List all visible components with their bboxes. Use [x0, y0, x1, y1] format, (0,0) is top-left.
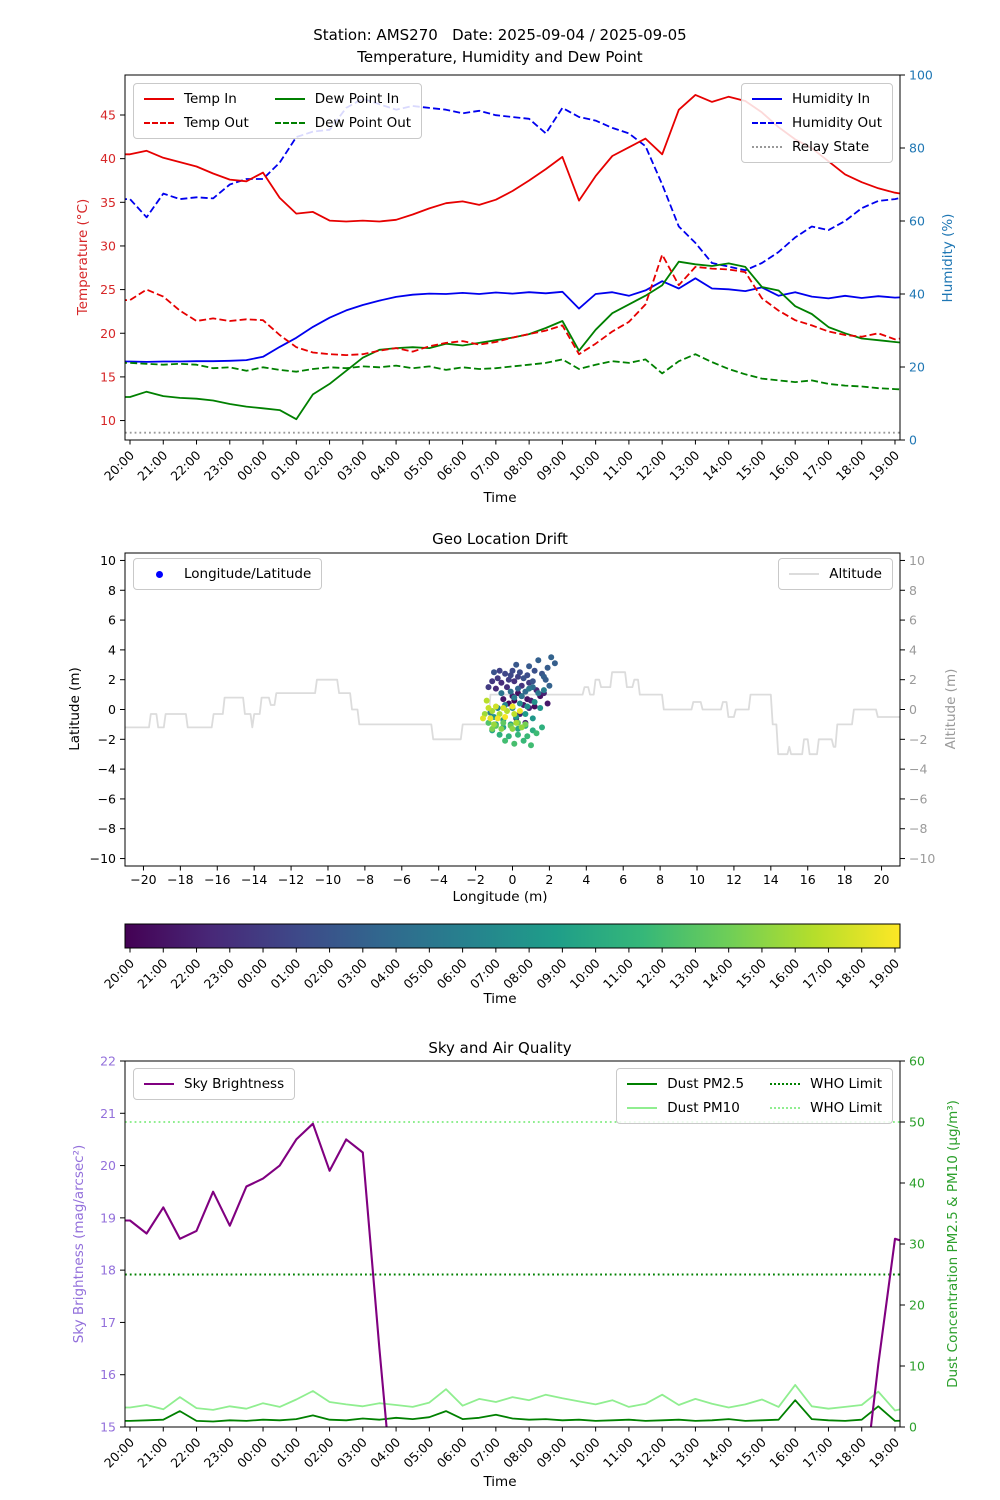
svg-text:30: 30 [100, 238, 116, 254]
svg-text:4: 4 [909, 642, 917, 658]
svg-text:12:00: 12:00 [633, 447, 670, 484]
svg-text:14:00: 14:00 [699, 955, 736, 992]
svg-text:100: 100 [909, 67, 933, 83]
svg-text:4: 4 [582, 872, 591, 887]
svg-text:07:00: 07:00 [466, 1434, 503, 1471]
legend-item-longitude-latitude [144, 564, 311, 584]
svg-text:−6: −6 [909, 791, 928, 807]
legend-label: Relay State [792, 139, 870, 155]
svg-text:6: 6 [619, 872, 628, 887]
svg-text:20:00: 20:00 [101, 955, 138, 992]
svg-text:−12: −12 [277, 872, 305, 887]
svg-text:04:00: 04:00 [367, 955, 404, 992]
legend-item-temp-out [144, 113, 249, 133]
svg-text:25: 25 [100, 282, 116, 298]
svg-text:13:00: 13:00 [666, 955, 703, 992]
legend-label: Dust PM10 [667, 1100, 740, 1116]
svg-text:05:00: 05:00 [400, 447, 437, 484]
svg-text:21:00: 21:00 [134, 447, 171, 484]
legend-label: Temp In [184, 91, 237, 107]
colorbar-label: Time [483, 991, 517, 1007]
legend-item-humidity-out [752, 113, 882, 133]
svg-text:23:00: 23:00 [200, 955, 237, 992]
legend-item-dew-point-in [275, 89, 411, 109]
svg-text:12: 12 [725, 872, 742, 887]
svg-text:16:00: 16:00 [766, 447, 803, 484]
svg-text:09:00: 09:00 [533, 955, 570, 992]
svg-text:−14: −14 [240, 872, 268, 887]
svg-text:00:00: 00:00 [234, 447, 271, 484]
scatter-dot-icon [144, 571, 174, 578]
svg-text:19: 19 [100, 1210, 116, 1226]
svg-text:35: 35 [100, 194, 116, 210]
legend-label: WHO Limit [810, 1076, 882, 1092]
svg-text:03:00: 03:00 [333, 1434, 370, 1471]
svg-text:6: 6 [108, 612, 116, 628]
chart2-ylabel-right: Altitude (m) [943, 668, 959, 750]
svg-text:05:00: 05:00 [400, 955, 437, 992]
svg-text:60: 60 [909, 213, 925, 229]
legend-label: Longitude/Latitude [184, 566, 312, 582]
legend-item-relay-state [752, 137, 882, 157]
svg-text:07:00: 07:00 [466, 447, 503, 484]
chart1-ylabel-right: Humidity (%) [940, 213, 956, 303]
svg-text:10:00: 10:00 [566, 955, 603, 992]
svg-text:0: 0 [508, 872, 517, 887]
legend-sky-brightness [133, 1068, 295, 1100]
chart1-ylabel-left: Temperature (°C) [75, 198, 91, 316]
svg-text:20:00: 20:00 [101, 1434, 138, 1471]
who-limit-dark-dotted-icon [770, 1083, 800, 1085]
chart1-title: Temperature, Humidity and Dew Point [357, 48, 643, 66]
svg-text:04:00: 04:00 [367, 447, 404, 484]
svg-text:20: 20 [909, 1297, 925, 1313]
chart1-xlabel: Time [483, 490, 517, 506]
svg-text:45: 45 [100, 107, 116, 123]
svg-text:16:00: 16:00 [766, 1434, 803, 1471]
legend-item-dew-point-out [275, 113, 411, 133]
svg-text:−8: −8 [97, 821, 116, 837]
svg-text:21:00: 21:00 [134, 955, 171, 992]
dew-point-in-line-icon [275, 98, 305, 100]
legend-label: Humidity In [792, 91, 871, 107]
svg-text:0: 0 [108, 702, 116, 717]
svg-text:11:00: 11:00 [599, 1434, 637, 1471]
sky-brightness-line-icon [144, 1083, 174, 1085]
svg-text:−4: −4 [429, 872, 448, 887]
svg-text:−20: −20 [130, 872, 157, 887]
svg-text:6: 6 [909, 612, 917, 628]
svg-text:−10: −10 [909, 851, 936, 867]
svg-text:19:00: 19:00 [866, 955, 903, 992]
svg-text:−2: −2 [97, 731, 116, 747]
svg-text:−18: −18 [167, 872, 194, 887]
dust-pm10-line-icon [627, 1107, 657, 1109]
svg-text:12:00: 12:00 [633, 955, 670, 992]
svg-text:02:00: 02:00 [300, 955, 337, 992]
svg-text:20: 20 [100, 1158, 116, 1174]
svg-text:08:00: 08:00 [500, 955, 537, 992]
svg-text:18:00: 18:00 [832, 447, 869, 484]
svg-text:00:00: 00:00 [234, 1434, 271, 1471]
svg-text:18:00: 18:00 [832, 955, 869, 992]
svg-text:13:00: 13:00 [666, 447, 703, 484]
legend-label: Dew Point Out [314, 115, 412, 131]
svg-text:15:00: 15:00 [732, 955, 770, 992]
svg-text:18:00: 18:00 [832, 1434, 869, 1471]
svg-text:−8: −8 [355, 872, 375, 887]
dust-pm25-line-icon [627, 1083, 657, 1085]
svg-text:20: 20 [873, 872, 890, 887]
svg-text:15:00: 15:00 [732, 447, 770, 484]
legend-label: WHO Limit [810, 1100, 882, 1116]
svg-text:02:00: 02:00 [300, 1434, 337, 1471]
humidity-out-dashed-line-icon [752, 122, 782, 124]
svg-text:10: 10 [100, 552, 116, 568]
svg-text:18: 18 [836, 872, 853, 887]
svg-text:15:00: 15:00 [732, 1434, 770, 1471]
humidity-in-line-icon [752, 98, 782, 100]
legend-item-humidity-in [752, 89, 882, 109]
svg-text:−2: −2 [909, 731, 928, 747]
svg-text:07:00: 07:00 [466, 955, 503, 992]
svg-text:16:00: 16:00 [766, 955, 803, 992]
svg-text:10:00: 10:00 [566, 447, 603, 484]
svg-text:17: 17 [100, 1314, 116, 1330]
legend-item-dust-pm25 [627, 1074, 744, 1094]
svg-text:11:00: 11:00 [599, 447, 637, 484]
svg-text:8: 8 [909, 582, 917, 598]
relay-state-dotted-line-icon [752, 146, 782, 148]
svg-text:2: 2 [545, 872, 554, 887]
svg-text:10: 10 [689, 872, 705, 887]
legend-lonlat [133, 558, 322, 590]
svg-text:19:00: 19:00 [866, 1434, 903, 1471]
svg-text:0: 0 [909, 1419, 917, 1435]
chart2-xlabel: Longitude (m) [452, 889, 548, 905]
legend-item-dust-pm10 [627, 1098, 744, 1118]
svg-text:14: 14 [762, 872, 779, 887]
svg-text:22:00: 22:00 [167, 447, 204, 484]
svg-text:8: 8 [108, 582, 116, 598]
svg-text:10:00: 10:00 [566, 1434, 603, 1471]
svg-text:22:00: 22:00 [167, 1434, 204, 1471]
legend-item-sky-brightness [144, 1074, 284, 1094]
svg-text:22: 22 [100, 1053, 116, 1069]
who-limit-light-dotted-icon [770, 1107, 800, 1109]
svg-text:11:00: 11:00 [599, 955, 637, 992]
svg-text:08:00: 08:00 [500, 1434, 537, 1471]
svg-text:21: 21 [100, 1105, 116, 1121]
svg-text:12:00: 12:00 [633, 1434, 670, 1471]
svg-text:14:00: 14:00 [699, 447, 736, 484]
svg-text:−2: −2 [466, 872, 485, 887]
svg-text:06:00: 06:00 [433, 1434, 470, 1471]
legend-label: Humidity Out [792, 115, 882, 131]
svg-text:05:00: 05:00 [400, 1434, 437, 1471]
svg-text:20: 20 [100, 325, 116, 341]
legend-item-who-limit-pm10 [770, 1098, 882, 1118]
svg-text:02:00: 02:00 [300, 447, 337, 484]
svg-text:8: 8 [656, 872, 665, 887]
svg-text:−8: −8 [909, 821, 928, 837]
svg-text:10: 10 [909, 552, 925, 568]
svg-text:2: 2 [108, 672, 116, 688]
legend-item-who-limit-pm25 [770, 1074, 882, 1094]
svg-text:−4: −4 [909, 761, 928, 777]
svg-text:−6: −6 [97, 791, 116, 807]
svg-text:20: 20 [909, 359, 925, 375]
svg-text:13:00: 13:00 [666, 1434, 703, 1471]
svg-text:17:00: 17:00 [799, 955, 836, 992]
svg-text:04:00: 04:00 [367, 1434, 404, 1471]
legend-item-temp-in [144, 89, 249, 109]
svg-text:17:00: 17:00 [799, 447, 836, 484]
figure-suptitle: Station: AMS270 Date: 2025-09-04 / 2025-09-05 [313, 26, 687, 44]
svg-text:−10: −10 [89, 851, 116, 867]
legend-label: Sky Brightness [184, 1076, 285, 1092]
svg-text:08:00: 08:00 [500, 447, 537, 484]
svg-text:−16: −16 [204, 872, 231, 887]
svg-text:19:00: 19:00 [866, 447, 903, 484]
svg-text:01:00: 01:00 [267, 1434, 304, 1471]
svg-text:15: 15 [100, 369, 116, 385]
legend-label: Temp Out [184, 115, 249, 131]
svg-text:4: 4 [108, 642, 116, 658]
chart3-ylabel-right: Dust Concentration PM2.5 & PM10 (µg/m³) [945, 1100, 961, 1388]
svg-text:18: 18 [100, 1262, 116, 1278]
svg-text:09:00: 09:00 [533, 447, 570, 484]
svg-text:15: 15 [100, 1419, 116, 1435]
svg-text:20:00: 20:00 [101, 447, 138, 484]
svg-text:10: 10 [909, 1358, 925, 1374]
svg-text:23:00: 23:00 [200, 447, 237, 484]
legend-dust [616, 1068, 893, 1124]
svg-text:−10: −10 [314, 872, 342, 887]
legend-label: Dew Point In [314, 91, 400, 107]
svg-text:80: 80 [909, 140, 925, 156]
legend-altitude [778, 558, 893, 590]
svg-text:17:00: 17:00 [799, 1434, 836, 1471]
svg-text:01:00: 01:00 [267, 447, 304, 484]
svg-text:03:00: 03:00 [333, 447, 370, 484]
chart2-title: Geo Location Drift [432, 530, 568, 548]
temp-out-dashed-line-icon [144, 122, 174, 124]
svg-text:01:00: 01:00 [267, 955, 304, 992]
svg-text:0: 0 [909, 702, 917, 717]
legend-temp-dewpoint [133, 83, 422, 139]
svg-text:16: 16 [100, 1367, 116, 1383]
svg-text:−4: −4 [97, 761, 116, 777]
svg-text:10: 10 [100, 413, 116, 429]
chart3-title: Sky and Air Quality [428, 1039, 572, 1057]
svg-text:40: 40 [909, 286, 925, 302]
svg-text:21:00: 21:00 [134, 1434, 171, 1471]
chart2-ylabel-left: Latitude (m) [67, 667, 83, 751]
altitude-line-icon [789, 573, 819, 575]
legend-label: Altitude [829, 566, 882, 582]
svg-text:23:00: 23:00 [200, 1434, 237, 1471]
svg-text:09:00: 09:00 [533, 1434, 570, 1471]
svg-text:−6: −6 [392, 872, 412, 887]
svg-text:06:00: 06:00 [433, 955, 470, 992]
svg-text:40: 40 [100, 151, 116, 167]
temp-in-line-icon [144, 98, 174, 100]
svg-text:03:00: 03:00 [333, 955, 370, 992]
svg-text:0: 0 [909, 432, 917, 448]
legend-item-altitude [789, 564, 882, 584]
svg-text:00:00: 00:00 [234, 955, 271, 992]
legend-label: Dust PM2.5 [667, 1076, 745, 1092]
chart3-ylabel-left: Sky Brightness (mag/arcsec²) [71, 1144, 87, 1344]
svg-text:22:00: 22:00 [167, 955, 204, 992]
svg-text:40: 40 [909, 1175, 925, 1191]
svg-text:60: 60 [909, 1053, 925, 1069]
legend-humidity-relay [741, 83, 893, 163]
svg-text:30: 30 [909, 1236, 925, 1252]
svg-text:2: 2 [909, 672, 917, 688]
svg-text:16: 16 [799, 872, 816, 887]
svg-text:50: 50 [909, 1114, 925, 1130]
chart3-xlabel: Time [483, 1474, 517, 1490]
svg-text:14:00: 14:00 [699, 1434, 736, 1471]
dew-point-out-dashed-line-icon [275, 122, 305, 124]
svg-text:06:00: 06:00 [433, 447, 470, 484]
